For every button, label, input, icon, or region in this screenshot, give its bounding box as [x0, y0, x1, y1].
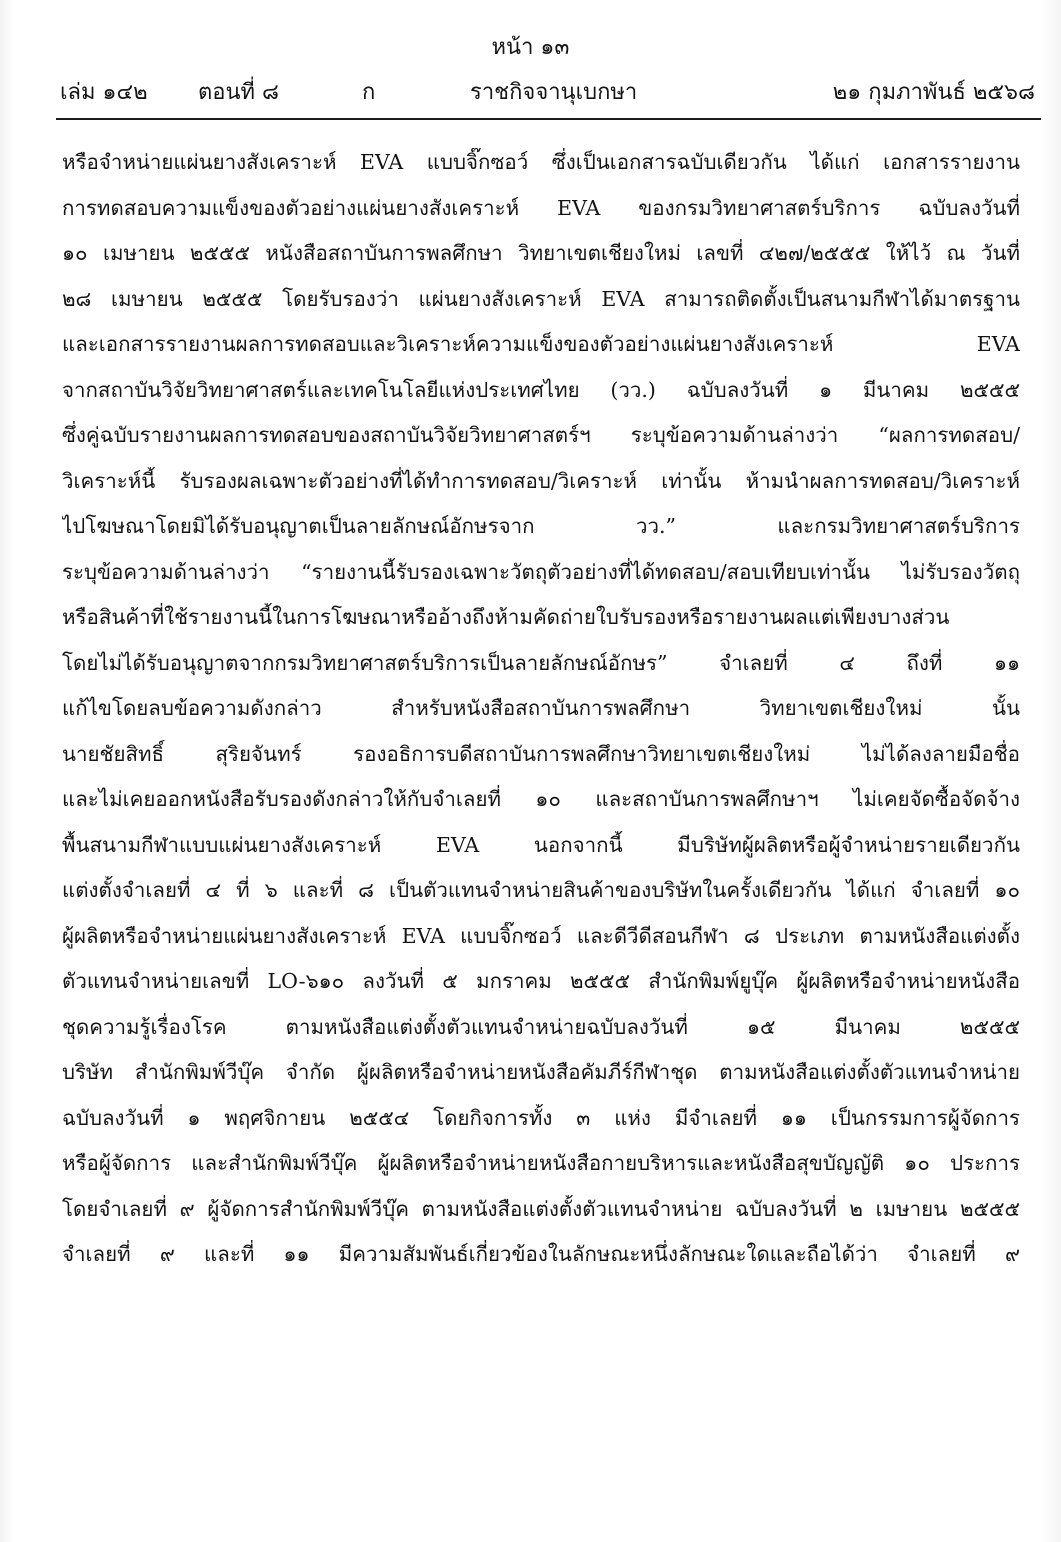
text-line: จำเลยที่ ๙ และที่ ๑๑ มีความสัมพันธ์เกี่ยวข้องในลักษณะหนึ่งลักษณะใดและถือได้ว่า จำเลยที่ ๙: [62, 1242, 1020, 1266]
header-divider: [56, 118, 1041, 120]
text-line: ฉบับลงวันที่ ๑ พฤศจิกายน ๒๕๕๔ โดยกิจการทั้ง ๓ แห่ง มีจำเลยที่ ๑๑ เป็นกรรมการผู้จัดการ: [62, 1105, 1020, 1130]
gazette-header: [60, 78, 1035, 110]
text-line: ไปโฆษณาโดยมิได้รับอนุญาตเป็นลายลักษณ์อักษรจาก วว.” และกรมวิทยาศาสตร์บริการ: [62, 514, 1020, 538]
text-line: บริษัท สำนักพิมพ์วีบุ๊ค จำกัด ผู้ผลิตหรือจำหน่ายหนังสือคัมภีร์กีฬาชุด ตามหนังสือแต่งตั้งตัวแทนจำหน่าย: [62, 1060, 1020, 1084]
text-line: ผู้ผลิตหรือจำหน่ายแผ่นยางสังเคราะห์ EVA แบบจิ๊กซอว์ และดีวีดีสอนกีฬา ๘ ประเภท ตามหนังสือแต่งตั้ง: [62, 923, 1020, 948]
body-text: [62, 148, 1020, 1286]
text-line: วิเคราะห์นี้ รับรองผลเฉพาะตัวอย่างที่ได้ทำการทดสอบ/วิเคราะห์ เท่านั้น ห้ามนำผลการทดสอบ/วิเคราะห์: [62, 468, 1020, 493]
text-line: หรือผู้จัดการ และสำนักพิมพ์วีบุ๊ค ผู้ผลิตหรือจำหน่ายหนังสือกายบริหารและหนังสือสุขบัญญัติ ๑๐ ประการ: [62, 1151, 1020, 1175]
text-line: โดยจำเลยที่ ๙ ผู้จัดการสำนักพิมพ์วีบุ๊ค ตามหนังสือแต่งตั้งตัวแทนจำหน่าย ฉบับลงวันที่ ๒ เมษายน ๒๕๕๕: [62, 1196, 1020, 1221]
text-line: แต่งตั้งจำเลยที่ ๔ ที่ ๖ และที่ ๘ เป็นตัวแทนจำหน่ายสินค้าของบริษัทในครั้งเดียวกัน ได้แก่ จำเลยที่ ๑๐: [62, 878, 1020, 902]
publication-date: ๒๑ กุมภาพันธ์ ๒๕๖๘: [832, 80, 1035, 105]
text-line: การทดสอบความแข็งของตัวอย่างแผ่นยางสังเคราะห์ EVA ของกรมวิทยาศาสตร์บริการ ฉบับลงวันที่: [62, 195, 1020, 220]
section-label: ตอนที่ ๘: [198, 80, 280, 105]
text-line: จากสถาบันวิจัยวิทยาศาสตร์และเทคโนโลยีแห่งประเทศไทย (วว.) ฉบับลงวันที่ ๑ มีนาคม ๒๕๕๕: [62, 377, 1020, 402]
text-line: นายชัยสิทธิ์ สุริยจันทร์ รองอธิการบดีสถาบันการพลศึกษาวิทยาเขตเชียงใหม่ ไม่ได้ลงลายมือชื่อ: [62, 741, 1020, 766]
text-line: พื้นสนามกีฬาแบบแผ่นยางสังเคราะห์ EVA นอกจากนี้ มีบริษัทผู้ผลิตหรือผู้จำหน่ายรายเดียวกัน: [62, 832, 1020, 857]
text-line: ชุดความรู้เรื่องโรค ตามหนังสือแต่งตั้งตัวแทนจำหน่ายฉบับลงวันที่ ๑๕ มีนาคม ๒๕๕๕: [62, 1014, 1020, 1039]
text-line: ๑๐ เมษายน ๒๕๕๕ หนังสือสถาบันการพลศึกษา วิทยาเขตเชียงใหม่ เลขที่ ๔๒๗/๒๕๕๕ ให้ไว้ ณ วันที่: [62, 241, 1020, 265]
text-line: และเอกสารรายงานผลการทดสอบและวิเคราะห์ความแข็งของตัวอย่างแผ่นยางสังเคราะห์ EVA: [62, 332, 1020, 356]
text-line: ตัวแทนจำหน่ายเลขที่ LO-๖๑๐ ลงวันที่ ๕ มกราคม ๒๕๕๕ สำนักพิมพ์ยูบุ๊ค ผู้ผลิตหรือจำหน่ายหนังสือ: [62, 969, 1020, 993]
text-line: ๒๘ เมษายน ๒๕๕๕ โดยรับรองว่า แผ่นยางสังเคราะห์ EVA สามารถติดตั้งเป็นสนามกีฬาได้มาตรฐาน: [62, 286, 1020, 311]
text-line: แก้ไขโดยลบข้อความดังกล่าว สำหรับหนังสือสถาบันการพลศึกษา วิทยาเขตเชียงใหม่ นั้น: [62, 696, 1020, 720]
part-label: ก: [362, 80, 376, 105]
text-line: โดยไม่ได้รับอนุญาตจากกรมวิทยาศาสตร์บริการเป็นลายลักษณ์อักษร” จำเลยที่ ๔ ถึงที่ ๑๑: [62, 650, 1020, 675]
volume-label: เล่ม ๑๔๒: [60, 80, 148, 105]
text-line: ซึ่งคู่ฉบับรายงานผลการทดสอบของสถาบันวิจัยวิทยาศาสตร์ฯ ระบุข้อความด้านล่างว่า “ผลการทดสอบ/: [62, 423, 1020, 447]
text-line: หรือจำหน่ายแผ่นยางสังเคราะห์ EVA แบบจิ๊กซอว์ ซึ่งเป็นเอกสารฉบับเดียวกัน ได้แก่ เอกสารรายงาน: [62, 150, 1020, 174]
text-line: ระบุข้อความด้านล่างว่า “รายงานนี้รับรองเฉพาะวัตถุตัวอย่างที่ได้ทดสอบ/สอบเทียบเท่านั้น ไม่รับรองวัตถุ: [62, 559, 1020, 584]
gazette-title: ราชกิจจานุเบกษา: [470, 80, 638, 105]
page-number: หน้า ๑๓: [491, 35, 570, 60]
text-line: และไม่เคยออกหนังสือรับรองดังกล่าวให้กับจำเลยที่ ๑๐ และสถาบันการพลศึกษาฯ ไม่เคยจัดซื้อจัดจ้าง: [62, 787, 1020, 811]
text-line: หรือสินค้าที่ใช้รายงานนี้ในการโฆษณาหรืออ้างถึงห้ามคัดถ่ายใบรับรองหรือรายงานผลแต่เพียงบางส่วน: [62, 605, 950, 629]
